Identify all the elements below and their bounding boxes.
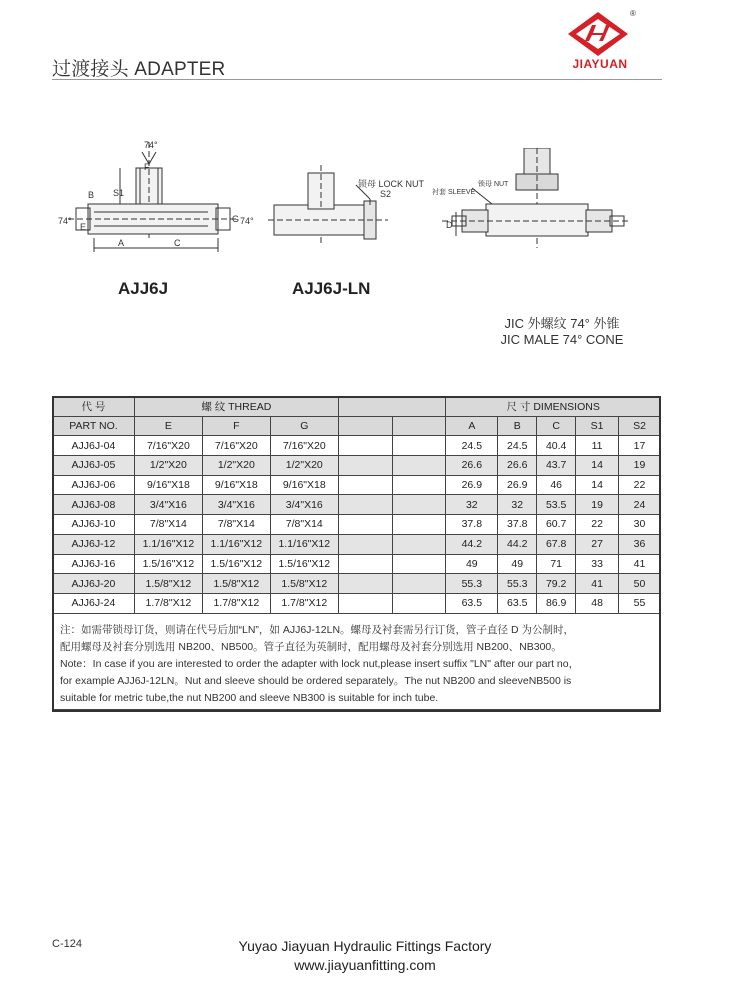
table-cell: 32: [498, 495, 537, 515]
table-cell: 1.5/16"X12: [202, 554, 270, 574]
table-header-row-2: [53, 416, 661, 436]
table-header-row-1: [53, 397, 661, 417]
table-row: [53, 495, 661, 515]
table-cell-blank: [392, 475, 446, 495]
table-cell: 3/4"X16: [202, 495, 270, 515]
table-cell: 53.5: [537, 495, 576, 515]
angle-right-label: 74°: [240, 216, 254, 226]
table-cell: 7/8"X14: [202, 515, 270, 535]
header-f: F: [202, 416, 270, 436]
table-cell: 1.5/8"X12: [134, 574, 202, 594]
table-cell-blank: [338, 456, 392, 476]
table-cell-blank: [338, 475, 392, 495]
table-cell: AJJ6J-05: [53, 456, 135, 476]
table-cell-blank: [392, 436, 446, 456]
notes: [60, 622, 655, 707]
drawing-ajj6j-ln: [268, 165, 438, 255]
table-cell-blank: [392, 456, 446, 476]
table-cell: 71: [537, 554, 576, 574]
table-cell-blank: [338, 593, 392, 613]
table-cell: 19: [576, 495, 619, 515]
table-row: [53, 534, 661, 554]
table-cell: 60.7: [537, 515, 576, 535]
dim-f-label: F: [144, 162, 150, 172]
header-code: 代 号: [53, 397, 135, 417]
note-cn-line-2: 配用螺母及衬套分别选用 NB200、NB500。管子直径为英制时，配用螺母及衬套分别选用 NB200、NB300。: [60, 641, 562, 653]
table-cell: 37.8: [446, 515, 498, 535]
table-cell: 79.2: [537, 574, 576, 594]
table-cell: 1.5/8"X12: [270, 574, 338, 594]
table-cell: 19: [619, 456, 661, 476]
table-cell: 55.3: [498, 574, 537, 594]
table-cell: 40.4: [537, 436, 576, 456]
note-cn-line-1: 注：如需带锁母订货，则请在代号后加“LN”，如 AJJ6J-12LN。螺母及衬套需另行订货，管子直径 D 为公制时，: [60, 624, 574, 636]
header-blank-2: [392, 416, 446, 436]
table-row: [53, 456, 661, 476]
table-cell: 24.5: [498, 436, 537, 456]
table-cell: 49: [446, 554, 498, 574]
table-cell: 26.9: [498, 475, 537, 495]
table-cell: 7/8"X14: [134, 515, 202, 535]
table-cell: AJJ6J-10: [53, 515, 135, 535]
nut-label: 锁母 NUT: [478, 181, 509, 188]
lock-nut-label: 锁母 LOCK NUT: [358, 179, 425, 189]
table-cell: 33: [576, 554, 619, 574]
table-cell: 1.5/16"X12: [270, 554, 338, 574]
table-cell: 48: [576, 593, 619, 613]
registered-mark: ®: [630, 9, 636, 18]
cone-label-en: JIC MALE 74° CONE: [500, 332, 624, 347]
table-cell: 27: [576, 534, 619, 554]
table-cell: 24: [619, 495, 661, 515]
dim-b-label: B: [88, 190, 95, 200]
table-cell: 7/8"X14: [270, 515, 338, 535]
table-cell: AJJ6J-04: [53, 436, 135, 456]
table-cell: 43.7: [537, 456, 576, 476]
table-cell: 55: [619, 593, 661, 613]
header-b: B: [498, 416, 537, 436]
table-cell: 1/2"X20: [270, 456, 338, 476]
table-cell: 1.1/16"X12: [134, 534, 202, 554]
table-cell: AJJ6J-12: [53, 534, 135, 554]
header-e: E: [134, 416, 202, 436]
header-blank: [338, 397, 446, 417]
table-cell: 7/16"X20: [134, 436, 202, 456]
table-cell: 9/16"X18: [134, 475, 202, 495]
header-divider: [52, 79, 662, 80]
table-cell: 1/2"X20: [202, 456, 270, 476]
table-cell: 46: [537, 475, 576, 495]
table-cell: 55.3: [446, 574, 498, 594]
dim-a-label: A: [118, 238, 125, 248]
dim-s1-label: S1: [113, 188, 125, 198]
cone-label-cn: JIC 外螺纹 74° 外锥: [504, 316, 620, 331]
table-cell: 11: [576, 436, 619, 456]
header-s1: S1: [576, 416, 619, 436]
table-cell: 30: [619, 515, 661, 535]
table-cell: 26.9: [446, 475, 498, 495]
header-dimensions: 尺 寸 DIMENSIONS: [446, 397, 661, 417]
table-cell: AJJ6J-20: [53, 574, 135, 594]
table-row: [53, 593, 661, 613]
table-cell: 1.5/8"X12: [202, 574, 270, 594]
header-g: G: [270, 416, 338, 436]
table-cell: 1.7/8"X12: [202, 593, 270, 613]
table-row: [53, 554, 661, 574]
table-cell-blank: [392, 554, 446, 574]
table-cell: 1.5/16"X12: [134, 554, 202, 574]
table-cell: AJJ6J-06: [53, 475, 135, 495]
table-cell: 32: [446, 495, 498, 515]
dim-d-label: D: [446, 220, 453, 230]
table-cell: 14: [576, 456, 619, 476]
table-cell-blank: [392, 495, 446, 515]
table-cell: 37.8: [498, 515, 537, 535]
table-cell: 1.1/16"X12: [202, 534, 270, 554]
table-cell: 9/16"X18: [202, 475, 270, 495]
model-label-ajj6j-ln: AJJ6J-LN: [292, 279, 371, 298]
table-cell: 22: [619, 475, 661, 495]
table-cell: 14: [576, 475, 619, 495]
table-cell-blank: [392, 574, 446, 594]
table-cell: 44.2: [446, 534, 498, 554]
table-cell: 26.6: [498, 456, 537, 476]
drawing-ajj6j: [58, 138, 258, 258]
footer-company: Yuyao Jiayuan Hydraulic Fittings Factory: [238, 938, 492, 954]
table-cell: 1.1/16"X12: [270, 534, 338, 554]
sleeve-label: 衬套 SLEEVE: [432, 189, 476, 196]
dim-s2-label: S2: [380, 189, 392, 199]
table-cell-blank: [338, 554, 392, 574]
table-cell-blank: [392, 534, 446, 554]
header-c: C: [537, 416, 576, 436]
table-cell: 1/2"X20: [134, 456, 202, 476]
table-cell: 50: [619, 574, 661, 594]
table-cell: 22: [576, 515, 619, 535]
table-cell: 44.2: [498, 534, 537, 554]
page-title: 过渡接头 ADAPTER: [52, 59, 226, 80]
table-row: [53, 574, 661, 594]
dim-g-label: G: [232, 214, 240, 224]
table-body: [53, 436, 661, 613]
table-cell: 1.7/8"X12: [134, 593, 202, 613]
table-row: [53, 436, 661, 456]
table-cell: 9/16"X18: [270, 475, 338, 495]
table-cell: AJJ6J-24: [53, 593, 135, 613]
angle-top-label: 74°: [144, 140, 158, 150]
table-cell: 7/16"X20: [270, 436, 338, 456]
table-cell: AJJ6J-08: [53, 495, 135, 515]
table-cell: 41: [619, 554, 661, 574]
table-cell: 7/16"X20: [202, 436, 270, 456]
table-cell: 17: [619, 436, 661, 456]
table-cell-blank: [338, 495, 392, 515]
table-cell: 86.9: [537, 593, 576, 613]
note-en-line-2: for example AJJ6J-12LN。Nut and sleeve should be ordered separately。The nut NB200 and sleeveNB500 is: [60, 675, 572, 687]
dim-e-label: E: [80, 222, 87, 232]
table-cell: 41: [576, 574, 619, 594]
brand-name: JIAYUAN: [572, 57, 628, 71]
note-en-line-3: suitable for metric tube,the nut NB200 and sleeve NB300 is suitable for inch tube.: [60, 692, 439, 704]
model-label-ajj6j: AJJ6J: [118, 279, 169, 298]
table-cell: 1.7/8"X12: [270, 593, 338, 613]
table-cell: 63.5: [446, 593, 498, 613]
dim-c-label: C: [174, 238, 181, 248]
table-cell: 26.6: [446, 456, 498, 476]
footer-url[interactable]: www.jiayuanfitting.com: [294, 957, 436, 973]
table-cell: 3/4"X16: [134, 495, 202, 515]
table-cell: 67.8: [537, 534, 576, 554]
header-blank-1: [338, 416, 392, 436]
table-cell: 49: [498, 554, 537, 574]
table-cell: 3/4"X16: [270, 495, 338, 515]
page-number: C-124: [52, 938, 82, 950]
table-cell: 24.5: [446, 436, 498, 456]
header-part-no: PART NO.: [53, 416, 135, 436]
header-thread: 螺 纹 THREAD: [134, 397, 338, 417]
table-cell-blank: [338, 436, 392, 456]
table-cell: 36: [619, 534, 661, 554]
note-en-line-1: Note：In case if you are interested to order the adapter with lock nut,please insert suffix "LN" after our part no，: [60, 658, 580, 670]
table-cell-blank: [338, 574, 392, 594]
table-cell: 63.5: [498, 593, 537, 613]
table-row: [53, 515, 661, 535]
table-cell-blank: [338, 534, 392, 554]
table-cell-blank: [392, 515, 446, 535]
angle-left-label: 74°: [58, 216, 72, 226]
table-cell: AJJ6J-16: [53, 554, 135, 574]
table-row: [53, 475, 661, 495]
table-cell-blank: [338, 515, 392, 535]
drawing-assembly: [432, 148, 632, 253]
header-a: A: [446, 416, 498, 436]
header-s2: S2: [619, 416, 661, 436]
table-cell-blank: [392, 593, 446, 613]
